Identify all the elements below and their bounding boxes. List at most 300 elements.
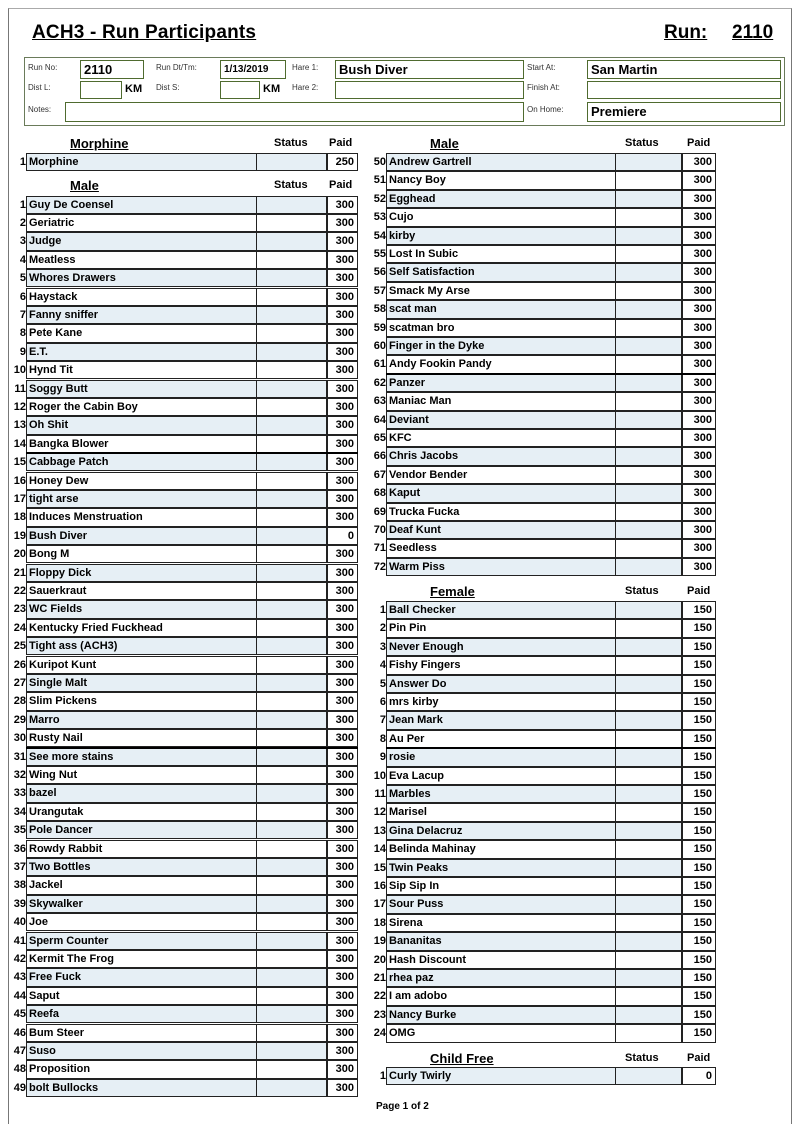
paid-cell[interactable]: 150: [682, 914, 716, 932]
paid-cell[interactable]: 150: [682, 693, 716, 711]
row-number: 27: [13, 676, 26, 689]
row-number: 3: [379, 640, 386, 653]
participant-row[interactable]: [0, 447, 799, 465]
status-cell[interactable]: [615, 171, 682, 189]
participant-row[interactable]: [0, 1024, 799, 1042]
paid-cell[interactable]: 250: [327, 153, 358, 171]
row-number: 12: [373, 806, 386, 819]
paid-cell[interactable]: 150: [682, 656, 716, 674]
participant-name: Seedless: [386, 539, 615, 557]
paid-cell[interactable]: 300: [327, 196, 358, 214]
participant-row[interactable]: [0, 619, 799, 637]
participant-row[interactable]: [0, 392, 799, 410]
participant-name: E.T.: [26, 343, 256, 361]
paid-cell[interactable]: 300: [682, 374, 716, 392]
page-footer: Page 1 of 2: [376, 1101, 429, 1112]
paid-cell[interactable]: 150: [682, 877, 716, 895]
dist-l-field[interactable]: [80, 81, 122, 99]
participant-row[interactable]: [0, 693, 799, 711]
status-cell[interactable]: [615, 895, 682, 913]
status-cell[interactable]: [615, 319, 682, 337]
paid-cell[interactable]: 300: [327, 748, 358, 766]
paid-cell[interactable]: 300: [682, 245, 716, 263]
participant-row[interactable]: [0, 951, 799, 969]
paid-cell[interactable]: 300: [327, 619, 358, 637]
participant-row[interactable]: [0, 785, 799, 803]
paid-cell[interactable]: 300: [327, 950, 358, 968]
participant-row[interactable]: [0, 484, 799, 502]
paid-cell[interactable]: 150: [682, 987, 716, 1005]
child-section-title: Child Free: [430, 1051, 494, 1066]
row-number: 6: [19, 290, 26, 303]
participant-name: Curly Twirly: [386, 1067, 615, 1085]
participant-row[interactable]: [0, 675, 799, 693]
paid-cell[interactable]: 300: [682, 171, 716, 189]
paid-cell[interactable]: 150: [682, 748, 716, 766]
row-number: 7: [19, 308, 26, 321]
participant-row[interactable]: [0, 355, 799, 373]
participant-name: Warm Piss: [386, 558, 615, 576]
paid-cell[interactable]: 150: [682, 859, 716, 877]
paid-cell[interactable]: 150: [682, 767, 716, 785]
paid-cell[interactable]: 300: [327, 582, 358, 600]
status-cell[interactable]: [615, 877, 682, 895]
row-number: 16: [373, 880, 386, 892]
participant-row[interactable]: [0, 521, 799, 539]
paid-cell[interactable]: 300: [327, 453, 358, 471]
row-number: 23: [13, 603, 26, 616]
paid-cell[interactable]: 300: [327, 968, 358, 986]
hare2-field[interactable]: [335, 81, 524, 99]
status-cell[interactable]: [615, 803, 682, 821]
run-dt-field[interactable]: 1/13/2019: [220, 60, 286, 79]
participant-name: Jean Mark: [386, 711, 615, 729]
paid-cell[interactable]: 300: [327, 729, 358, 747]
paid-cell[interactable]: 300: [327, 600, 358, 618]
paid-cell[interactable]: 300: [327, 766, 358, 784]
row-number: 21: [373, 972, 386, 984]
participant-name: Induces Menstruation: [26, 508, 256, 526]
paid-cell[interactable]: 150: [682, 1024, 716, 1042]
row-number: 1: [379, 604, 386, 616]
status-cell[interactable]: [615, 355, 682, 373]
paid-cell[interactable]: 300: [327, 840, 358, 858]
status-cell[interactable]: [615, 1006, 682, 1024]
participant-row[interactable]: [0, 767, 799, 785]
paid-cell[interactable]: 300: [327, 508, 358, 526]
paid-cell[interactable]: 300: [682, 190, 716, 208]
run-info-panel: [24, 57, 785, 126]
participant-row[interactable]: [0, 245, 799, 263]
status-cell[interactable]: [615, 730, 682, 748]
row-number: 11: [374, 788, 386, 800]
paid-cell[interactable]: 150: [682, 675, 716, 693]
participant-name: scatman bro: [386, 319, 615, 337]
status-cell[interactable]: [615, 503, 682, 521]
status-cell[interactable]: [615, 429, 682, 447]
status-column-header: Status: [274, 137, 308, 149]
paid-cell[interactable]: 300: [327, 1005, 358, 1023]
participant-name: Saput: [26, 987, 256, 1005]
paid-cell[interactable]: 300: [327, 564, 358, 582]
participant-name: Jackel: [26, 876, 256, 894]
participant-row[interactable]: [0, 1067, 799, 1085]
paid-cell[interactable]: 150: [682, 803, 716, 821]
participant-row[interactable]: [0, 153, 799, 171]
row-number: 18: [13, 511, 26, 524]
row-number: 15: [373, 861, 386, 874]
group-divider: [386, 747, 716, 749]
dist-l-unit: KM: [125, 83, 143, 95]
row-number: 58: [373, 303, 386, 316]
status-cell[interactable]: [615, 693, 682, 711]
paid-column-header: Paid: [329, 137, 353, 149]
row-number: 19: [13, 529, 26, 542]
participant-name: Cabbage Patch: [26, 453, 256, 471]
paid-cell[interactable]: 300: [327, 398, 358, 416]
row-number: 66: [373, 450, 386, 463]
participant-name: Answer Do: [386, 675, 615, 693]
status-cell[interactable]: [615, 638, 682, 656]
paid-cell[interactable]: 300: [327, 876, 358, 894]
row-number: 17: [373, 898, 386, 911]
paid-cell[interactable]: 150: [682, 822, 716, 840]
start-field[interactable]: San Martin: [587, 60, 781, 79]
paid-cell[interactable]: 0: [327, 527, 358, 545]
paid-cell[interactable]: 300: [327, 343, 358, 361]
row-number: 72: [373, 560, 386, 573]
row-number: 21: [13, 566, 26, 579]
participant-row[interactable]: [0, 282, 799, 300]
paid-cell[interactable]: 300: [327, 711, 358, 729]
participant-name: Rowdy Rabbit: [26, 840, 256, 858]
paid-cell[interactable]: 300: [682, 227, 716, 245]
participant-row[interactable]: [0, 859, 799, 877]
paid-cell[interactable]: 300: [327, 251, 358, 269]
paid-cell[interactable]: 300: [327, 784, 358, 802]
paid-cell[interactable]: 300: [327, 324, 358, 342]
status-cell[interactable]: [615, 785, 682, 803]
participant-row[interactable]: [0, 895, 799, 913]
paid-cell[interactable]: 300: [327, 1079, 358, 1097]
participant-name: OMG: [386, 1024, 615, 1042]
paid-cell[interactable]: 300: [682, 558, 716, 576]
paid-cell[interactable]: 300: [682, 429, 716, 447]
paid-cell[interactable]: 300: [327, 232, 358, 250]
paid-cell[interactable]: 300: [327, 269, 358, 287]
status-cell[interactable]: [615, 656, 682, 674]
participant-row[interactable]: [0, 319, 799, 337]
paid-cell[interactable]: 300: [327, 932, 358, 950]
status-cell[interactable]: [615, 951, 682, 969]
row-number: 8: [379, 732, 386, 745]
paid-cell[interactable]: 300: [327, 656, 358, 674]
participant-row[interactable]: [0, 337, 799, 355]
status-cell[interactable]: [615, 190, 682, 208]
paid-cell[interactable]: 300: [682, 282, 716, 300]
participant-name: Pole Dancer: [26, 821, 256, 839]
participant-name: Sour Puss: [386, 895, 615, 913]
status-cell[interactable]: [615, 337, 682, 355]
participant-row[interactable]: [0, 227, 799, 245]
paid-cell[interactable]: 300: [682, 447, 716, 465]
participant-name: Pete Kane: [26, 324, 256, 342]
paid-cell[interactable]: 300: [327, 472, 358, 490]
participant-row[interactable]: [0, 503, 799, 521]
status-cell[interactable]: [615, 932, 682, 950]
paid-cell[interactable]: 300: [682, 392, 716, 410]
paid-cell[interactable]: 300: [327, 987, 358, 1005]
paid-cell[interactable]: 300: [327, 361, 358, 379]
paid-cell[interactable]: 300: [682, 539, 716, 557]
paid-cell[interactable]: 300: [327, 306, 358, 324]
participant-name: Suso: [26, 1042, 256, 1060]
paid-cell[interactable]: 300: [327, 214, 358, 232]
status-cell[interactable]: [615, 840, 682, 858]
finish-label: Finish At:: [527, 83, 560, 92]
paid-cell[interactable]: 0: [682, 1067, 716, 1085]
paid-cell[interactable]: 150: [682, 619, 716, 637]
row-number: 17: [13, 492, 26, 505]
status-cell[interactable]: [615, 748, 682, 766]
participant-name: Slim Pickens: [26, 692, 256, 710]
status-cell[interactable]: [615, 484, 682, 502]
participant-name: Marisel: [386, 803, 615, 821]
row-number: 41: [13, 934, 26, 947]
participant-name: Twin Peaks: [386, 859, 615, 877]
row-number: 47: [13, 1044, 26, 1057]
male_right-section-header: [0, 136, 799, 150]
status-cell[interactable]: [615, 969, 682, 987]
participant-name: Skywalker: [26, 895, 256, 913]
paid-cell[interactable]: 300: [682, 208, 716, 226]
participant-name: Fanny sniffer: [26, 306, 256, 324]
status-cell[interactable]: [615, 411, 682, 429]
paid-cell[interactable]: 300: [327, 435, 358, 453]
participant-name: scat man: [386, 300, 615, 318]
row-number: 1: [19, 198, 26, 211]
status-cell[interactable]: [615, 675, 682, 693]
home-field[interactable]: Premiere: [587, 102, 781, 122]
status-cell[interactable]: [615, 263, 682, 281]
status-cell[interactable]: [615, 466, 682, 484]
participant-row[interactable]: [0, 429, 799, 447]
paid-cell[interactable]: 300: [682, 466, 716, 484]
row-number: 15: [13, 456, 26, 469]
row-number: 59: [373, 321, 386, 334]
participant-row[interactable]: [0, 466, 799, 484]
participant-row[interactable]: [0, 969, 799, 987]
paid-cell[interactable]: 300: [682, 484, 716, 502]
paid-cell[interactable]: 300: [682, 503, 716, 521]
row-number: 20: [373, 953, 386, 966]
participant-row[interactable]: [0, 263, 799, 281]
status-cell[interactable]: [615, 208, 682, 226]
participant-name: Sirena: [386, 914, 615, 932]
participant-name: Finger in the Dyke: [386, 337, 615, 355]
paid-cell[interactable]: 150: [682, 840, 716, 858]
participant-row[interactable]: [0, 711, 799, 729]
participant-row[interactable]: [0, 171, 799, 189]
paid-cell[interactable]: 300: [327, 821, 358, 839]
participant-row[interactable]: [0, 558, 799, 576]
paid-cell[interactable]: 150: [682, 1006, 716, 1024]
row-number: 6: [379, 696, 386, 708]
status-cell[interactable]: [615, 914, 682, 932]
participant-row[interactable]: [0, 300, 799, 318]
participant-name: Kuripot Kunt: [26, 656, 256, 674]
row-number: 43: [13, 971, 26, 984]
dist-s-field[interactable]: [220, 81, 260, 99]
paid-cell[interactable]: 300: [327, 895, 358, 913]
row-number: 60: [373, 340, 386, 352]
participant-name: Guy De Coensel: [26, 196, 256, 214]
paid-cell[interactable]: 300: [327, 1042, 358, 1060]
paid-cell[interactable]: 300: [327, 416, 358, 434]
paid-cell[interactable]: 150: [682, 932, 716, 950]
paid-cell[interactable]: 150: [682, 951, 716, 969]
participant-name: Proposition: [26, 1060, 256, 1078]
paid-cell[interactable]: 300: [327, 1024, 358, 1042]
row-number: 64: [373, 413, 386, 426]
participant-name: Reefa: [26, 1005, 256, 1023]
participant-name: Honey Dew: [26, 472, 256, 490]
row-number: 11: [14, 382, 26, 395]
status-cell[interactable]: [615, 374, 682, 392]
participant-row[interactable]: [0, 932, 799, 950]
status-cell[interactable]: [615, 282, 682, 300]
paid-cell[interactable]: 150: [682, 785, 716, 803]
participant-name: Trucka Fucka: [386, 503, 615, 521]
paid-cell[interactable]: 300: [327, 490, 358, 508]
status-cell[interactable]: [615, 558, 682, 576]
participant-name: Meatless: [26, 251, 256, 269]
paid-cell[interactable]: 150: [682, 711, 716, 729]
status-cell[interactable]: [615, 539, 682, 557]
status-cell[interactable]: [615, 227, 682, 245]
participant-name: mrs kirby: [386, 693, 615, 711]
status-cell[interactable]: [615, 245, 682, 263]
participant-name: bolt Bullocks: [26, 1079, 256, 1097]
participant-row[interactable]: [0, 803, 799, 821]
notes-field[interactable]: [65, 102, 524, 122]
paid-cell[interactable]: 300: [682, 337, 716, 355]
paid-cell[interactable]: 300: [327, 1060, 358, 1078]
participant-row[interactable]: [0, 730, 799, 748]
paid-cell[interactable]: 150: [682, 730, 716, 748]
status-cell[interactable]: [615, 1067, 682, 1085]
participant-name: KFC: [386, 429, 615, 447]
participant-row[interactable]: [0, 208, 799, 226]
status-cell[interactable]: [615, 153, 682, 171]
status-cell[interactable]: [615, 859, 682, 877]
status-cell[interactable]: [615, 987, 682, 1005]
paid-cell[interactable]: 300: [327, 913, 358, 931]
status-cell[interactable]: [615, 601, 682, 619]
row-number: 36: [13, 842, 26, 855]
participant-name: Bong M: [26, 545, 256, 563]
paid-cell[interactable]: 150: [682, 895, 716, 913]
paid-cell[interactable]: 300: [327, 545, 358, 563]
row-number: 2: [19, 216, 26, 229]
participant-row[interactable]: [0, 840, 799, 858]
paid-column-header: Paid: [687, 585, 711, 597]
participant-row[interactable]: [0, 656, 799, 674]
participant-row[interactable]: [0, 987, 799, 1005]
participant-row[interactable]: [0, 601, 799, 619]
finish-field[interactable]: [587, 81, 781, 99]
participant-name: Smack My Arse: [386, 282, 615, 300]
participant-name: Joe: [26, 913, 256, 931]
paid-cell[interactable]: 300: [682, 355, 716, 373]
paid-cell[interactable]: 300: [682, 153, 716, 171]
female-section-title: Female: [430, 584, 475, 599]
paid-cell[interactable]: 300: [327, 380, 358, 398]
paid-cell[interactable]: 300: [682, 521, 716, 539]
participant-row[interactable]: [0, 638, 799, 656]
status-cell[interactable]: [615, 521, 682, 539]
row-number: 34: [13, 805, 26, 818]
participant-name: Haystack: [26, 288, 256, 306]
paid-cell[interactable]: 300: [682, 300, 716, 318]
participant-row[interactable]: [0, 374, 799, 392]
run-number: 2110: [732, 22, 774, 43]
participant-row[interactable]: [0, 411, 799, 429]
row-number: 22: [13, 584, 26, 597]
hare1-field[interactable]: Bush Diver: [335, 60, 524, 79]
paid-cell[interactable]: 300: [682, 319, 716, 337]
participant-name: Whores Drawers: [26, 269, 256, 287]
participant-name: Pin Pin: [386, 619, 615, 637]
participant-row[interactable]: [0, 1006, 799, 1024]
participant-row[interactable]: [0, 914, 799, 932]
paid-cell[interactable]: 300: [327, 674, 358, 692]
run-no-field[interactable]: 2110: [80, 60, 144, 79]
participant-row[interactable]: [0, 190, 799, 208]
paid-cell[interactable]: 300: [682, 263, 716, 281]
paid-cell[interactable]: 300: [327, 288, 358, 306]
paid-cell[interactable]: 300: [327, 858, 358, 876]
participant-name: Rusty Nail: [26, 729, 256, 747]
row-number: 33: [13, 787, 26, 800]
status-cell[interactable]: [615, 822, 682, 840]
status-cell[interactable]: [615, 711, 682, 729]
participant-name: Two Bottles: [26, 858, 256, 876]
participant-name: Geriatric: [26, 214, 256, 232]
paid-cell[interactable]: 300: [327, 637, 358, 655]
participant-row[interactable]: [0, 822, 799, 840]
paid-cell[interactable]: 150: [682, 969, 716, 987]
paid-cell[interactable]: 300: [682, 411, 716, 429]
status-cell[interactable]: [615, 447, 682, 465]
row-number: 13: [13, 419, 26, 432]
participant-row[interactable]: [0, 539, 799, 557]
status-column-header: Status: [625, 1052, 659, 1064]
paid-cell[interactable]: 300: [327, 803, 358, 821]
status-cell[interactable]: [615, 392, 682, 410]
participant-name: Cujo: [386, 208, 615, 226]
paid-cell[interactable]: 300: [327, 692, 358, 710]
participant-row[interactable]: [0, 877, 799, 895]
paid-cell[interactable]: 150: [682, 638, 716, 656]
status-cell[interactable]: [615, 300, 682, 318]
row-number: 1: [379, 1070, 386, 1082]
status-cell[interactable]: [615, 767, 682, 785]
status-cell[interactable]: [615, 1024, 682, 1042]
status-cell[interactable]: [615, 619, 682, 637]
paid-cell[interactable]: 150: [682, 601, 716, 619]
participant-row[interactable]: [0, 748, 799, 766]
